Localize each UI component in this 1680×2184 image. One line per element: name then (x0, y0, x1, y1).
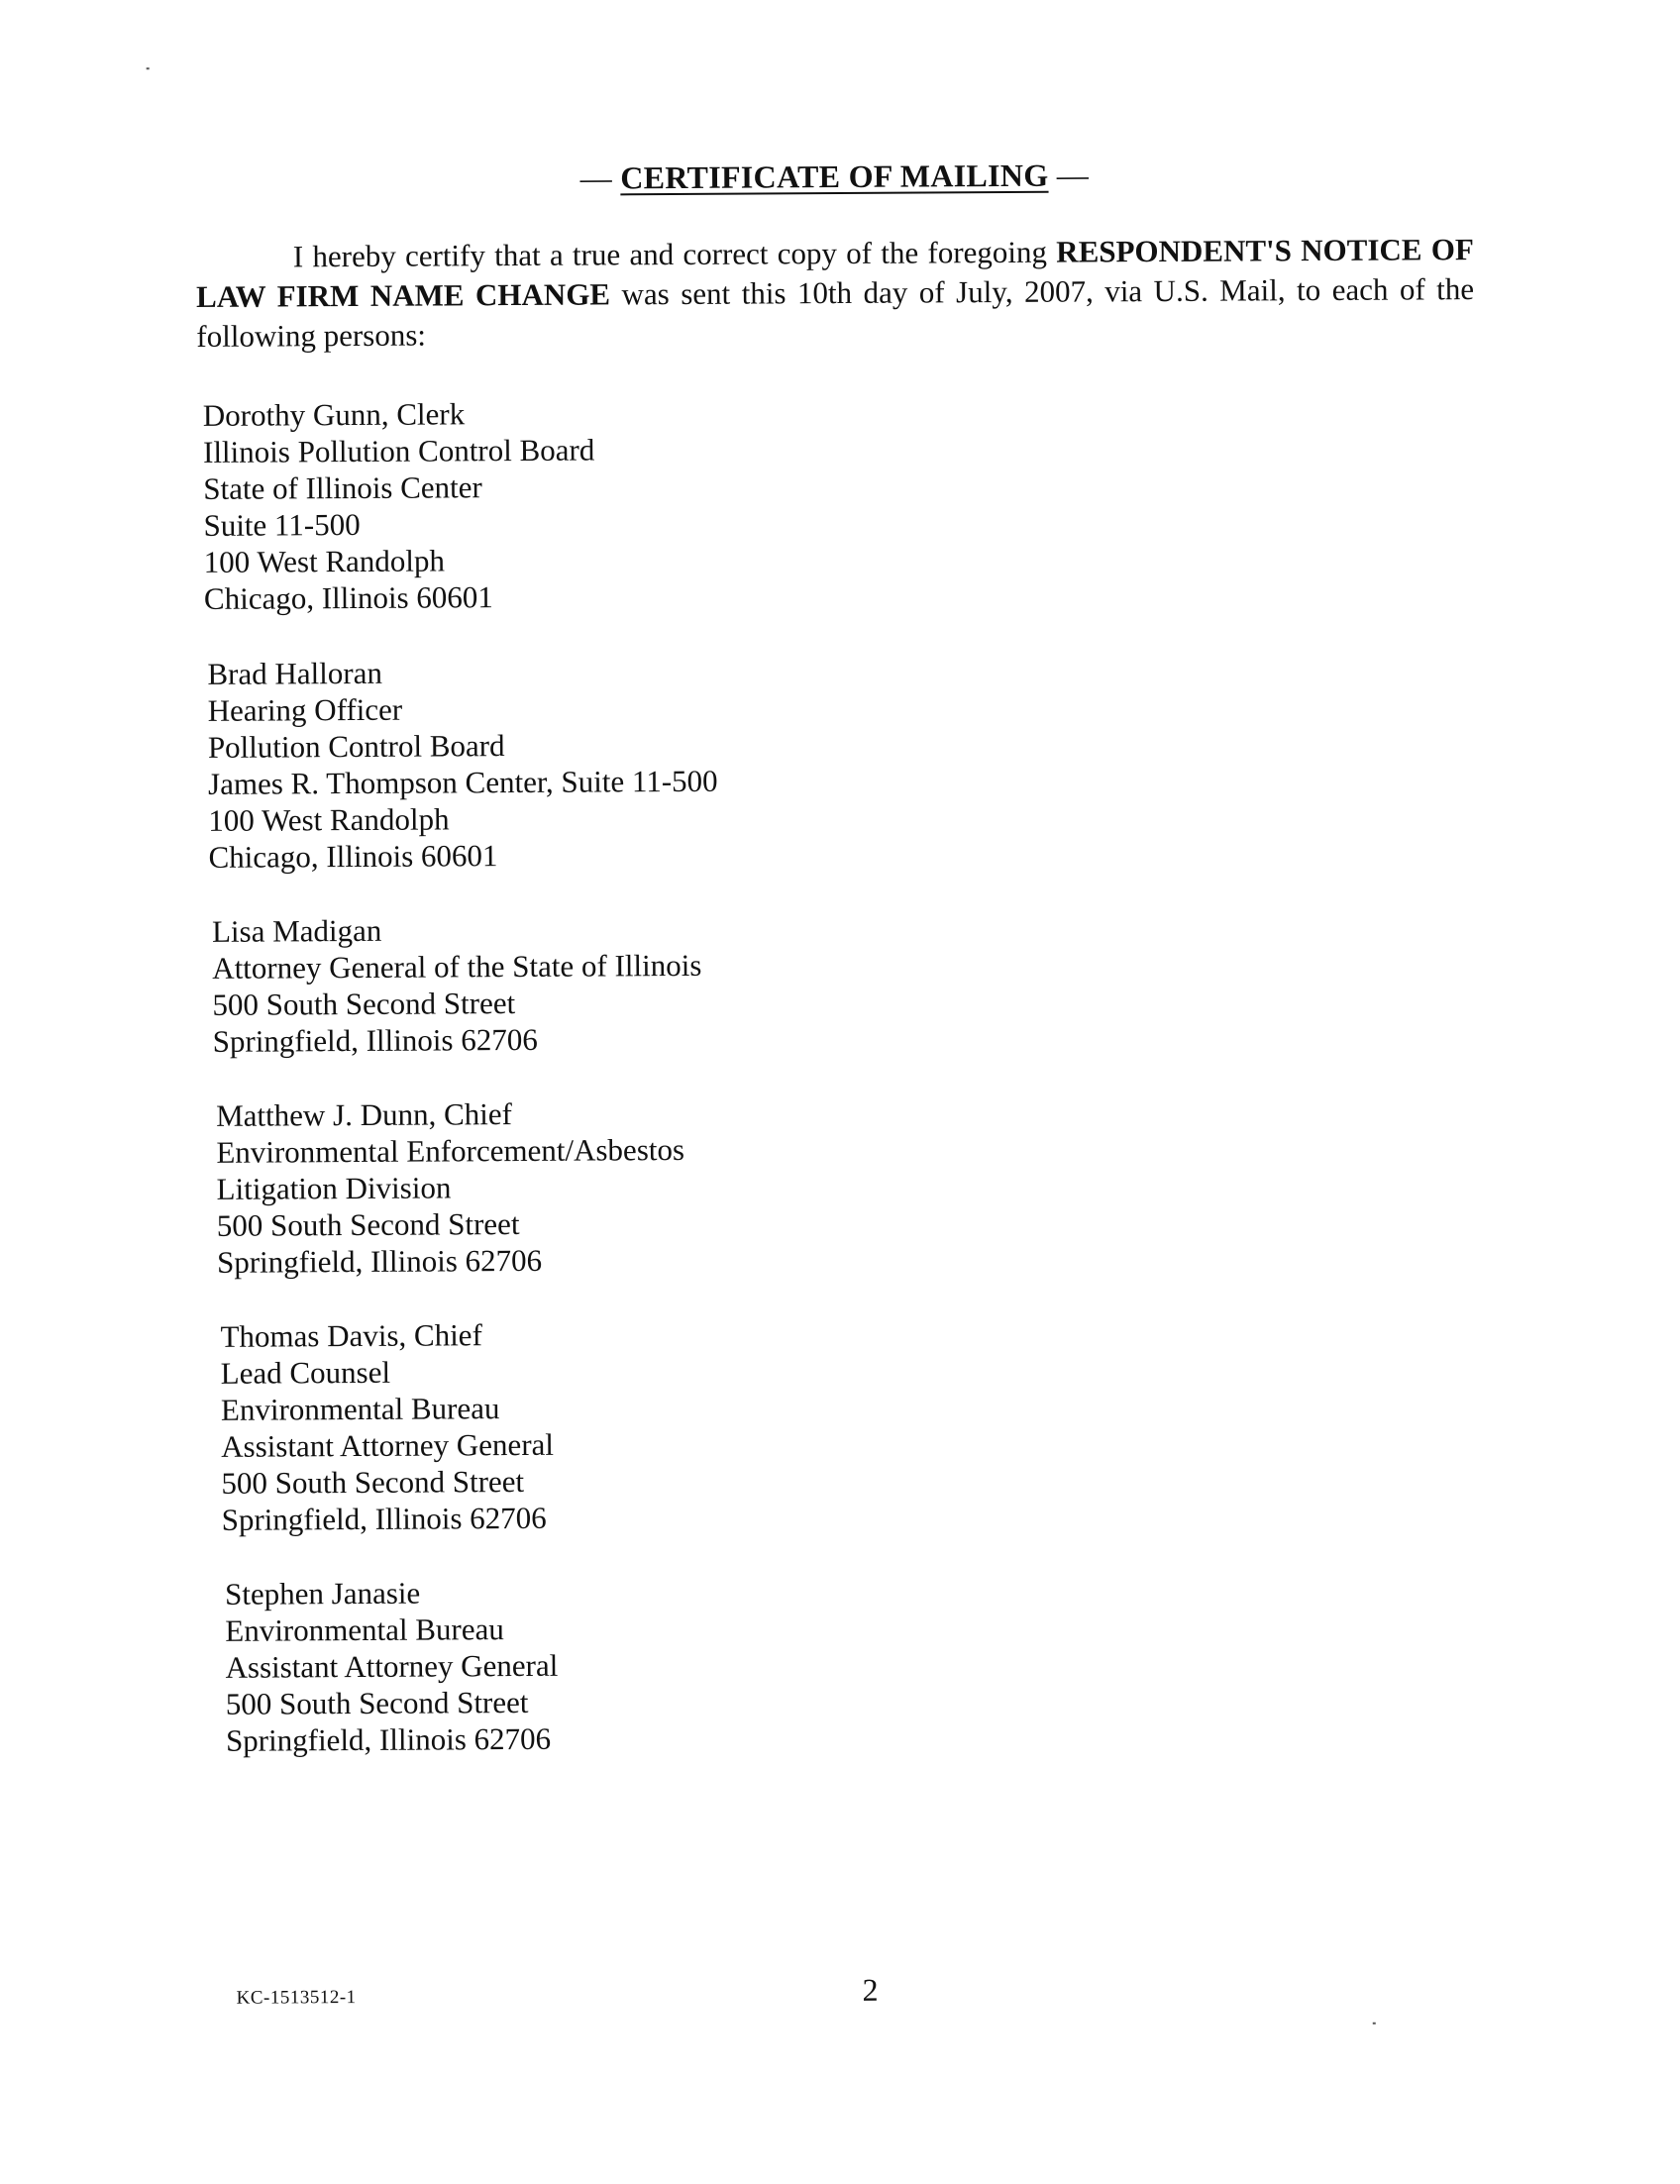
address-line: 500 South Second Street (212, 986, 516, 1022)
address-line: State of Illinois Center (203, 469, 482, 506)
recipient-block (207, 653, 718, 876)
title-dash-right: — (1056, 156, 1090, 193)
address-line: Dorothy Gunn, Clerk (202, 396, 466, 433)
address-line: Attorney General of the State of Illinois (212, 947, 702, 986)
recipient-block (225, 1574, 559, 1759)
scan-speck (1373, 2023, 1376, 2025)
certification-text-1: I hereby certify that a true and correct copy of the foregoing (292, 234, 1048, 274)
recipient-block (203, 395, 596, 617)
certification-text-2: was sent this 10th day of July, 2007, via U.S. Mail, to each of the following persons: (196, 271, 1475, 354)
address-line: 100 West Randolph (203, 543, 446, 579)
certification-document-name: RESPONDENT'S NOTICE OF LAW FIRM NAME CHANGE (195, 232, 1474, 314)
address-line: Springfield, Illinois 62706 (216, 1242, 543, 1280)
address-line: 500 South Second Street (225, 1684, 529, 1721)
address-line: 500 South Second Street (221, 1463, 525, 1501)
address-line: Pollution Control Board (207, 728, 505, 765)
address-line: Environmental Enforcement/Asbestos (216, 1131, 685, 1170)
address-line: 100 West Randolph (208, 801, 450, 838)
scan-speck (147, 67, 150, 69)
address-line: Chicago, Illinois 60601 (208, 838, 498, 875)
address-line: Suite 11-500 (203, 506, 361, 543)
address-line: Brad Halloran (207, 655, 382, 691)
document-code: KC-1513512-1 (236, 1987, 357, 2009)
address-line: Assistant Attorney General (221, 1426, 555, 1464)
page-title (0, 154, 1674, 200)
address-line: Lisa Madigan (211, 912, 382, 949)
address-line: Thomas Davis, Chief (220, 1317, 482, 1354)
address-line: Hearing Officer (207, 691, 403, 728)
address-line: Environmental Bureau (225, 1612, 504, 1648)
certification-paragraph (196, 230, 1475, 357)
address-line: James R. Thompson Center, Suite 11-500 (207, 763, 718, 801)
title-text: CERTIFICATE OF MAILING (620, 156, 1049, 196)
address-line: Environmental Bureau (220, 1391, 500, 1427)
title-dash-left: — (579, 159, 613, 196)
address-line: Assistant Attorney General (225, 1647, 559, 1685)
address-line: Litigation Division (216, 1170, 452, 1206)
address-line: Matthew J. Dunn, Chief (216, 1096, 513, 1133)
address-line: Springfield, Illinois 62706 (212, 1021, 538, 1059)
page-number: 2 (862, 1971, 879, 2008)
recipient-block (212, 910, 702, 1060)
address-line: Illinois Pollution Control Board (202, 432, 595, 469)
address-line: Springfield, Illinois 62706 (225, 1720, 552, 1758)
address-line: Springfield, Illinois 62706 (221, 1500, 547, 1537)
recipient-block (220, 1316, 554, 1538)
recipient-block (216, 1094, 685, 1281)
address-line: Chicago, Illinois 60601 (203, 579, 493, 616)
address-line: Stephen Janasie (224, 1575, 421, 1612)
address-line: 500 South Second Street (216, 1205, 520, 1243)
address-line: Lead Counsel (220, 1354, 391, 1391)
